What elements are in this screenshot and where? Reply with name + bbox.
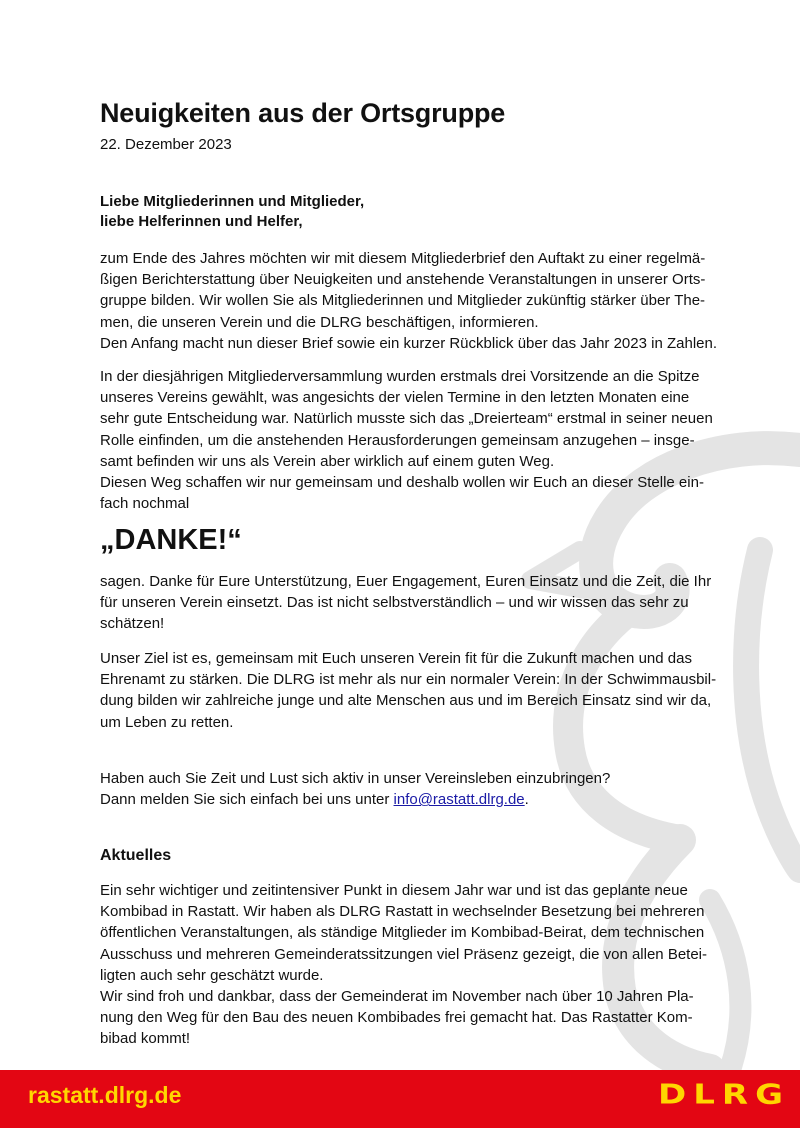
text-line: Kombibad in Rastatt. Wir haben als DLRG Rastatt in wechselnder Besetzung bei mehreren [100,903,705,921]
paragraph-board [100,366,740,514]
paragraph-aktuelles [100,880,740,1050]
text-line: unseres Vereins gewählt, was angesichts der vielen Termine in den letzten Monaten eine [100,389,690,407]
salutation [100,192,364,232]
paragraph-intro [100,248,740,354]
email-link[interactable]: info@rastatt.dlrg.de [393,791,525,809]
paragraph-goal [100,648,740,733]
text-line: ßigen Berichterstattung über Neuigkeiten und anstehende Veranstaltungen in unserer Orts- [100,271,706,289]
text-line: In der diesjährigen Mitgliederversammlung wurden erstmals drei Vorsitzende an die Spitze [100,368,700,385]
text-line: um Leben zu retten. [100,713,234,731]
text-line: bibad kommt! [100,1030,191,1048]
salutation-line-2: liebe Helferinnen und Helfer, [100,213,303,230]
contact-prefix: Dann melden Sie sich einfach bei uns unter [100,791,394,809]
text-line: sehr gute Entscheidung war. Natürlich musste sich das „Dreierteam“ erstmal in seiner neuen [100,410,713,428]
text-line: men, die unseren Verein und die DLRG beschäftigen, informieren. [100,313,539,331]
text-line: schätzen! [100,615,165,633]
contact-line [100,789,740,810]
dlrg-logo: DLRG [658,1078,790,1111]
letter-date: 22. Dezember 2023 [100,136,232,153]
paragraph-thanks [100,571,740,635]
text-line: sagen. Danke für Eure Unterstützung, Euer Engagement, Euren Einsatz und die Zeit, die Ihr [100,573,712,590]
text-line: Diesen Weg schaffen wir nur gemeinsam und deshalb wollen wir Euch an dieser Stelle ein- [100,474,704,492]
text-line: für unseren Verein einsetzt. Das ist nicht selbstverständlich – und wir wissen das sehr zu [100,594,689,612]
text-line: gruppe bilden. Wir wollen Sie als Mitgliederinnen und Mitglieder zukünftig stärker über The- [100,292,706,310]
text-line: Ausschuss und mehreren Gemeinderatssitzungen viel Präsenz gezeigt, die von allen Betei- [100,945,708,963]
text-line: Ein sehr wichtiger und zeitintensiver Punkt in diesem Jahr war und ist das geplante neue [100,882,688,899]
text-line: ligten auch sehr geschätzt wurde. [100,966,324,984]
text-line: zum Ende des Jahres möchten wir mit diesem Mitgliederbrief den Auftakt zu einer regelmä- [100,250,706,267]
text-line: öffentlichen Veranstaltungen, als ständige Mitglieder im Kombibad-Beirat, dem technischen [100,924,705,942]
text-line: nung den Weg für den Bau des neuen Kombibades frei gemacht hat. Das Rastatter Kom- [100,1009,693,1027]
salutation-line-1: Liebe Mitgliederinnen und Mitglieder, [100,193,365,210]
text-line: Rolle einfinden, um die anstehenden Herausforderungen gemeinsam anzugehen – insge- [100,431,695,449]
footer-bar [0,1070,800,1128]
aktuelles-heading: Aktuelles [100,847,172,864]
danke-heading: „DANKE!“ [100,524,242,556]
text-line: dung bilden wir zahlreiche junge und alte Menschen aus und im Bereich Einsatz sind wir da, [100,692,712,710]
page-title: Neuigkeiten aus der Ortsgruppe [100,98,506,128]
text-line: Haben auch Sie Zeit und Lust sich aktiv in unser Vereinsleben einzubringen? [100,770,611,787]
text-line: samt befinden wir uns als Verein aber wirklich auf einem guten Weg. [100,452,555,470]
footer-website-link[interactable]: rastatt.dlrg.de [28,1082,182,1108]
text-line: Unser Ziel ist es, gemeinsam mit Euch unseren Verein fit für die Zukunft machen und das [100,650,692,667]
text-line: Wir sind froh und dankbar, dass der Gemeinderat im November nach über 10 Jahren Pla- [100,988,694,1006]
text-line: fach nochmal [100,495,190,513]
paragraph-contact [100,768,740,810]
contact-suffix: . [524,791,529,809]
text-line: Ehrenamt zu stärken. Die DLRG ist mehr als nur ein normaler Verein: In der Schwimmausbil- [100,671,717,689]
text-line: Den Anfang macht nun dieser Brief sowie ein kurzer Rückblick über das Jahr 2023 in Zahlen. [100,334,717,352]
